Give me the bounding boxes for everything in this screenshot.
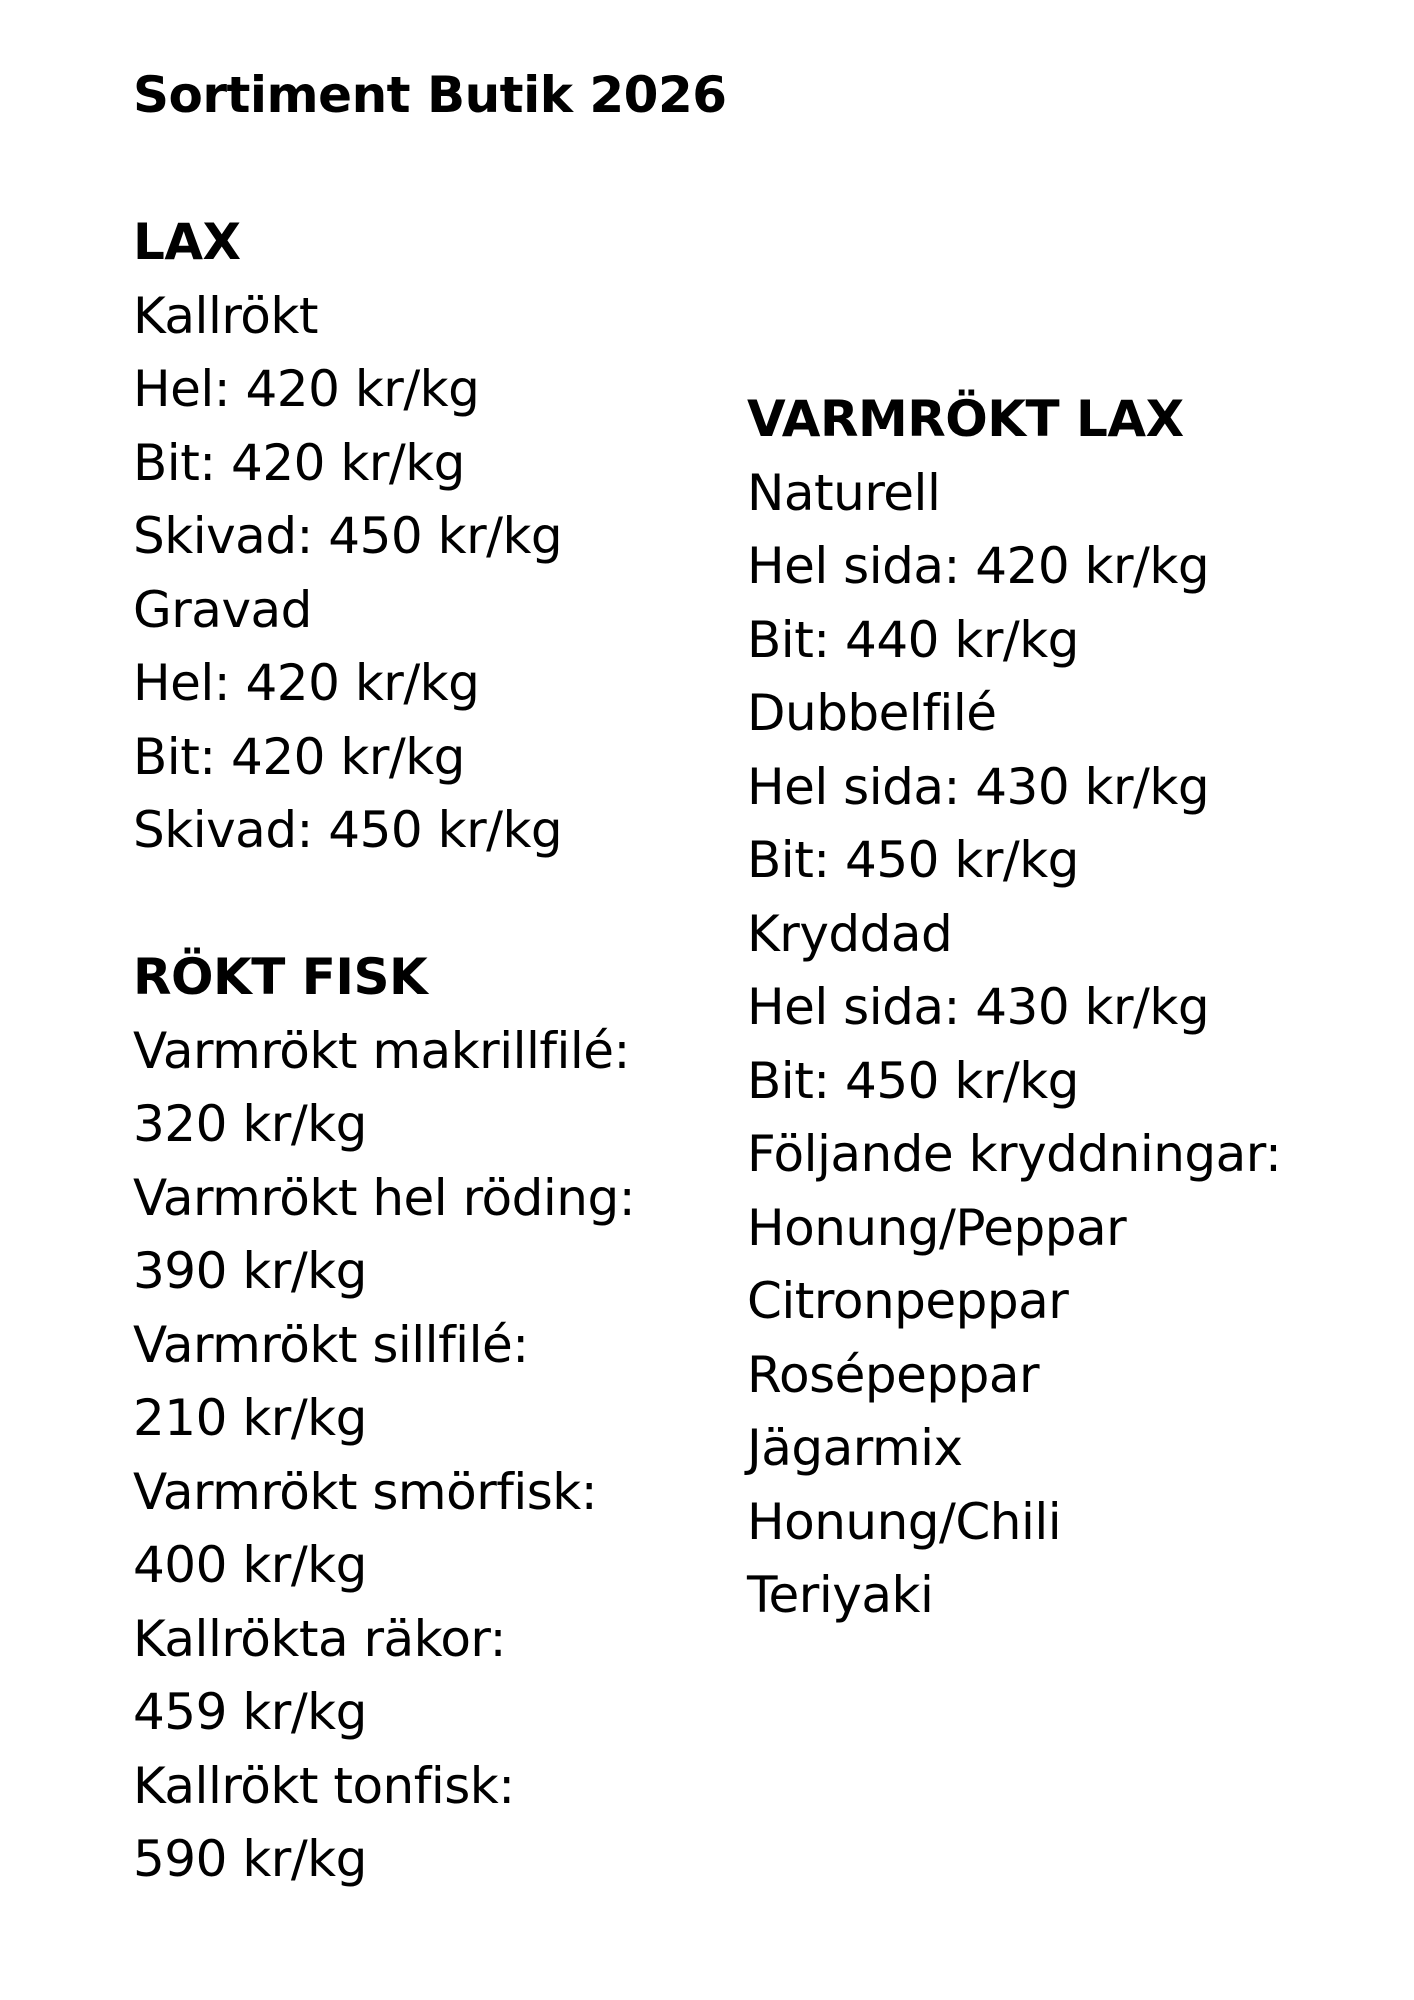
lax-item: Gravad bbox=[133, 580, 312, 639]
seasoning-item: Teriyaki bbox=[747, 1566, 934, 1624]
right-column bbox=[747, 383, 1281, 1633]
seasoning-item: Honung/Chili bbox=[747, 1492, 1062, 1551]
seasoning-item: Jägarmix bbox=[747, 1419, 963, 1477]
rokt-fisk-price: 590 kr/kg bbox=[133, 1830, 367, 1888]
left-column bbox=[133, 206, 635, 1897]
rokt-fisk-price: 210 kr/kg bbox=[133, 1389, 367, 1447]
rokt-fisk-price: 400 kr/kg bbox=[133, 1536, 367, 1594]
rokt-fisk-item: Kallrökt tonfisk: bbox=[133, 1756, 515, 1815]
rokt-fisk-item: Varmrökt makrillfilé: bbox=[133, 1021, 630, 1080]
rokt-fisk-price: 390 kr/kg bbox=[133, 1242, 367, 1300]
varmrokt-lax-item: Kryddad bbox=[747, 904, 953, 963]
seasoning-list-label: Följande kryddningar: bbox=[747, 1125, 1282, 1183]
section-heading-lax: LAX bbox=[133, 213, 241, 271]
section-heading-varmrokt-lax: VARMRÖKT LAX bbox=[747, 390, 1184, 448]
varmrokt-lax-item: Bit: 440 kr/kg bbox=[747, 610, 1079, 669]
lax-item: Skivad: 450 kr/kg bbox=[133, 507, 563, 565]
seasoning-item: Honung/Peppar bbox=[747, 1198, 1127, 1257]
rokt-fisk-item: Varmrökt hel röding: bbox=[133, 1168, 636, 1227]
lax-item: Kallrökt bbox=[133, 286, 318, 345]
varmrokt-lax-item: Bit: 450 kr/kg bbox=[747, 1051, 1079, 1110]
varmrokt-lax-item: Dubbelfilé bbox=[747, 684, 997, 742]
lax-item: Bit: 420 kr/kg bbox=[133, 727, 465, 786]
rokt-fisk-price: 320 kr/kg bbox=[133, 1095, 367, 1153]
lax-item: Skivad: 450 kr/kg bbox=[133, 801, 563, 859]
page-title: Sortiment Butik 2026 bbox=[133, 66, 727, 124]
seasoning-item: Rosépeppar bbox=[747, 1345, 1040, 1404]
varmrokt-lax-item: Hel sida: 430 kr/kg bbox=[747, 978, 1210, 1036]
section-heading-rokt-fisk: RÖKT FISK bbox=[133, 948, 428, 1006]
varmrokt-lax-item: Naturell bbox=[747, 463, 941, 522]
lax-item: Hel: 420 kr/kg bbox=[133, 360, 480, 418]
rokt-fisk-item: Varmrökt sillfilé: bbox=[133, 1315, 529, 1374]
varmrokt-lax-item: Bit: 450 kr/kg bbox=[747, 831, 1079, 889]
lax-item: Bit: 420 kr/kg bbox=[133, 433, 465, 492]
lax-item: Hel: 420 kr/kg bbox=[133, 654, 480, 712]
rokt-fisk-price: 459 kr/kg bbox=[133, 1683, 367, 1741]
section-spacer bbox=[133, 868, 635, 942]
rokt-fisk-item: Kallrökta räkor: bbox=[133, 1609, 506, 1668]
varmrokt-lax-item: Hel sida: 420 kr/kg bbox=[747, 537, 1210, 595]
seasoning-item: Citronpeppar bbox=[747, 1272, 1069, 1330]
rokt-fisk-item: Varmrökt smörfisk: bbox=[133, 1462, 598, 1521]
varmrokt-lax-item: Hel sida: 430 kr/kg bbox=[747, 757, 1210, 816]
